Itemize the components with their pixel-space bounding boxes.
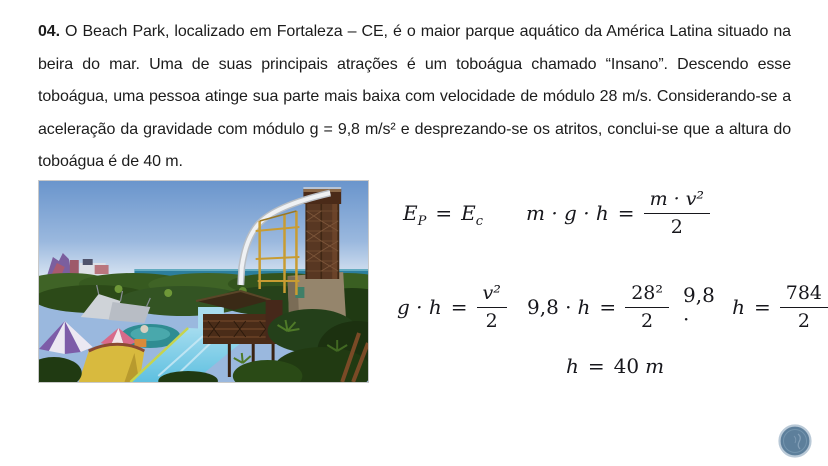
energy-lhs: $E_P$ [403,201,427,229]
question-line [38,16,791,49]
equals-sign: = [753,295,771,319]
coefficient: 9,8 · [683,283,715,331]
fraction: $\frac{\text{v²}}{2}$ [477,283,507,332]
equation-lhs: g · h [397,295,442,319]
question-number: 04. [38,23,60,40]
equals-sign: = [617,201,635,225]
equation-lhs: m · g · h [526,201,609,225]
variable: h [566,354,579,378]
coefficient: 9,8 · [527,295,572,319]
park-photo-illustration [39,181,368,382]
equation-gh [397,279,507,335]
beach-park-photo [38,180,369,383]
variable: h [577,295,591,319]
equals-sign: = [435,201,453,225]
equals-sign: = [599,295,617,319]
fraction: $\frac{784}{2}$ [780,283,828,332]
equation-energy-equality [403,185,483,241]
question-line-text: O Beach Park, localizado em Fortaleza – CE, é o maior parque aquático da América Latina situado na [65,23,791,40]
fraction: $\frac{\text{m · v²}}{2}$ [644,189,711,238]
result-unit: m [645,354,665,378]
equation-mgh [526,185,710,241]
question-line: beira do mar. Uma de suas principais atrações é um toboágua chamado “Insano”. Descendo esse [38,55,791,73]
slide-logo-badge [777,423,813,459]
result-value: 40 [613,354,640,378]
equation-substitution-1 [527,279,669,335]
badge-icon [777,423,813,459]
energy-rhs: $E_c$ [461,201,484,229]
variable: h [732,295,745,319]
equals-sign: = [450,295,468,319]
question-line: toboágua é de 40 m. [38,153,183,171]
question-line: toboágua, uma pessoa atinge sua parte mais baixa com velocidade de módulo 28 m/s. Considerando-se a [38,88,791,106]
equals-sign: = [587,354,605,378]
equation-substitution-2 [683,279,828,335]
equation-result [566,346,664,386]
question-text [38,16,791,179]
fraction: $\frac{\text{28²}}{2}$ [625,283,669,332]
question-line: aceleração da gravidade com módulo g = 9,8 m/s² e desprezando-se os atritos, conclui-se que a altura do [38,120,791,138]
